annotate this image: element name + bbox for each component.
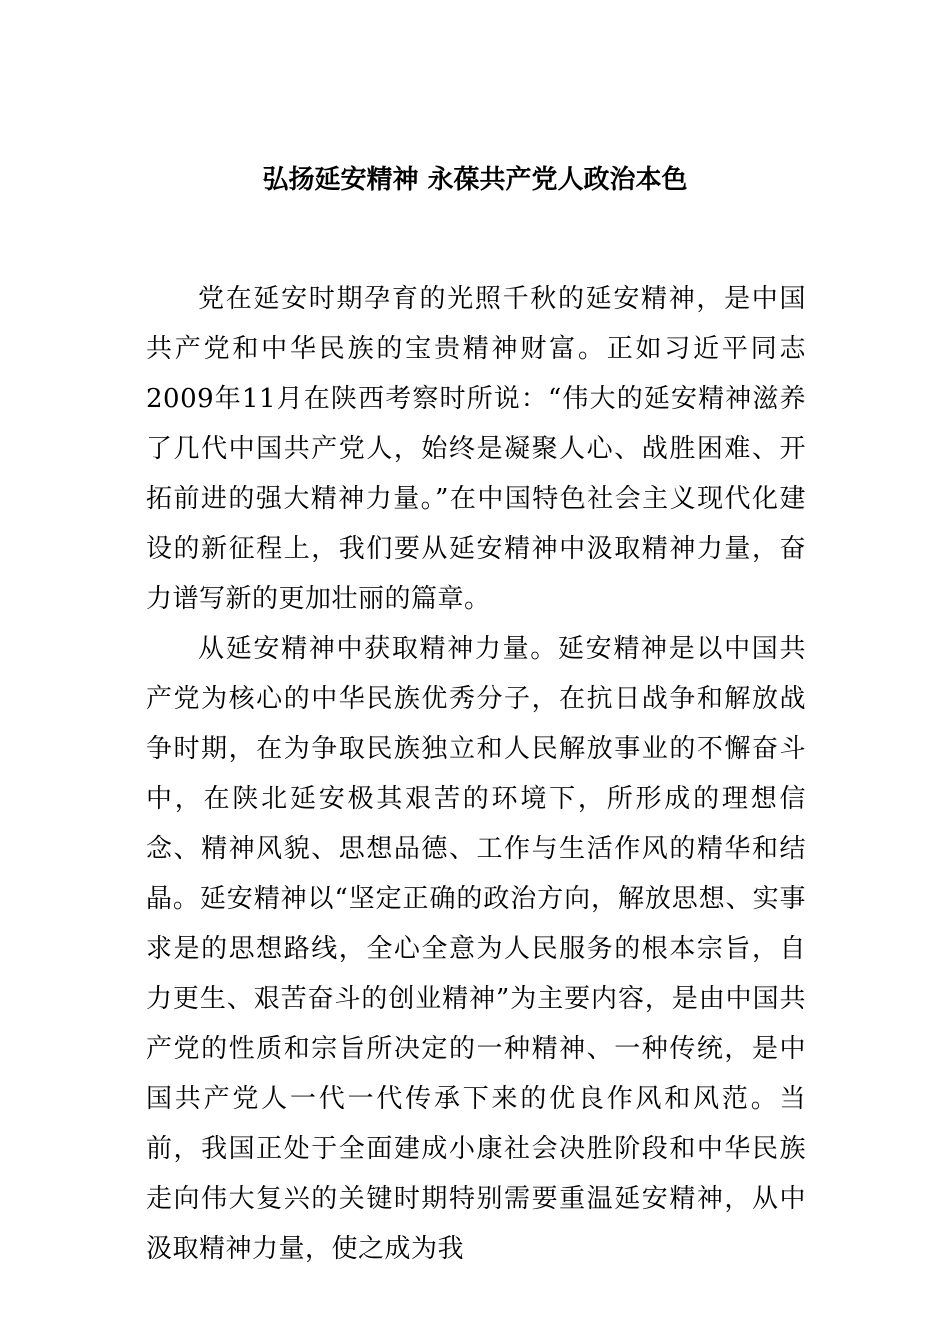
document-title: 弘扬延安精神 永葆共产党人政治本色	[262, 165, 688, 195]
document-body	[146, 274, 806, 1274]
paragraph: 党在延安时期孕育的光照千秋的延安精神，是中国共产党和中华民族的宝贵精神财富。正如习近平同志2009年11月在陕西考察时所说：“伟大的延安精神滋养了几代中国共产党人，始终是凝聚人心、战胜困难、开拓前进的强大精神力量。”在中国特色社会主义现代化建设的新征程上，我们要从延安精神中汲取精神力量，奋力谱写新的更加壮丽的篇章。	[146, 284, 806, 614]
paragraph: 从延安精神中获取精神力量。延安精神是以中国共产党为核心的中华民族优秀分子，在抗日战争和解放战争时期，在为争取民族独立和人民解放事业的不懈奋斗中，在陕北延安极其艰苦的环境下，所形成的理想信念、精神风貌、思想品德、工作与生活作风的精华和结晶。延安精神以“坚定正确的政治方向，解放思想、实事求是的思想路线，全心全意为人民服务的根本宗旨，自力更生、艰苦奋斗的创业精神”为主要内容，是由中国共产党的性质和宗旨所决定的一种精神、一种传统，是中国共产党人一代一代传承下来的优良作风和风范。当前，我国正处于全面建成小康社会决胜阶段和中华民族走向伟大复兴的关键时期特别需要重温延安精神，从中汲取精神力量，使之成为我	[146, 634, 806, 1264]
